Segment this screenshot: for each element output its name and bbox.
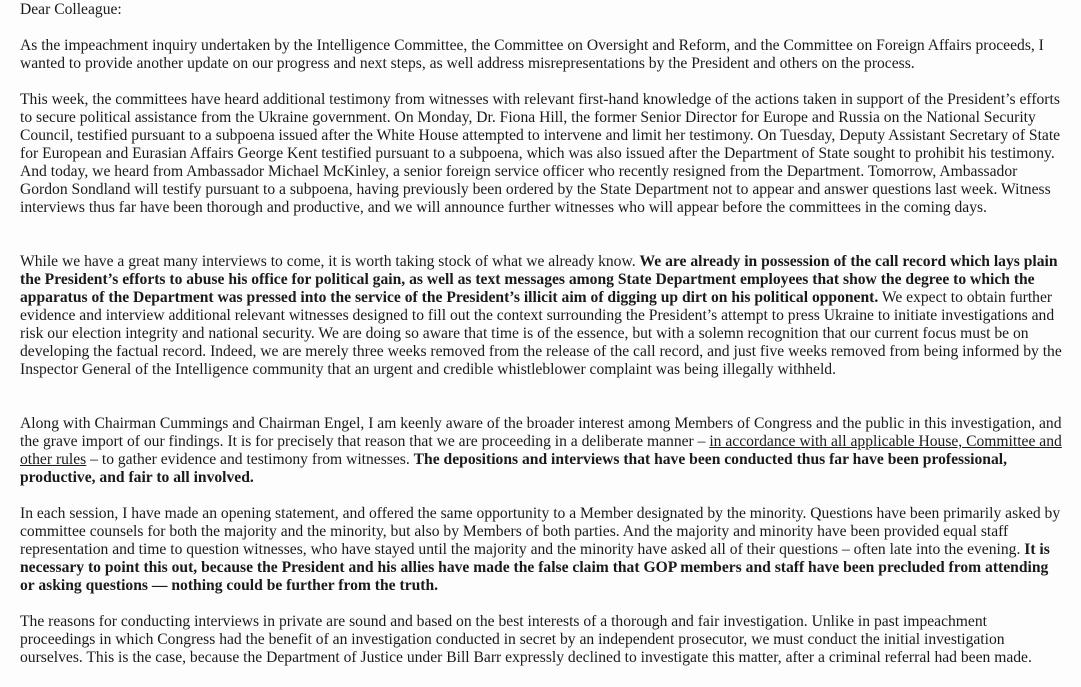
paragraph-1: As the impeachment inquiry undertaken by the Intelligence Committee, the Committee on Oversight and Reform, and the Committee on Foreign Affairs proceeds, I wanted to provide another update on our progress and next steps, as well address misrepresentations by the President and others on the process. [20,37,1044,72]
paragraph-3-text-start: While we have a great many interviews to come, it is worth taking stock of what we already know. [20,253,640,270]
paragraph-4-bold-text: The depositions and interviews that have been conducted thus far have been professional, productive, and fair to all involved. [20,451,1007,486]
paragraph-4-text-mid: – to gather evidence and testimony from witnesses. [86,451,414,468]
paragraph-3-text-end: We expect to obtain further evidence and interview additional relevant witnesses designed to fill out the context surrounding the President’s attempt to press Ukraine to initiate investigations and risk our election integrity and national security. We are doing so aware that time is of the essence, but with a solemn recognition that our current focus must be on developing the factual record. Indeed, we are merely three weeks removed from the release of the call record, and just five weeks removed from being informed by the Inspector General of the Intelligence community that an urgent and credible whistleblower complaint was being illegally withheld. [20,289,1062,378]
paragraph-3-bold-text: We are already in possession of the call record which lays plain the President’s efforts to abuse his office for political gain, as well as text messages among State Department employees that show the degree to which the apparatus of the Department was pressed into the service of the President’s illicit aim of digging up dirt on his political opponent. [20,253,1058,306]
paragraph-3 [20,253,1062,379]
paragraph-6: The reasons for conducting interviews in private are sound and based on the best interests of a thorough and fair investigation. Unlike in past impeachment proceedings in which Congress had the benefit of an investigation conducted in secret by an independent prosecutor, we must conduct the initial investigation ourselves. This is the case, because the Department of Justice under Bill Barr expressly declined to investigate this matter, after a criminal referral had been made. [20,613,1032,666]
paragraph-4-text-start: Along with Chairman Cummings and Chairman Engel, I am keenly aware of the broader interest among Members of Congress and the public in this investigation, and the grave import of our findings. It is for precisely that reason that we are proceeding in a deliberate manner – [20,415,1062,450]
paragraph-2: This week, the committees have heard additional testimony from witnesses with relevant first-hand knowledge of the actions taken in support of the President’s efforts to secure political assistance from the Ukraine government. On Monday, Dr. Fiona Hill, the former Senior Director for Europe and Russia on the National Security Council, testified pursuant to a subpoena issued after the White House attempted to intervene and limit her testimony. On Tuesday, Deputy Assistant Secretary of State for European and Eurasian Affairs George Kent testified pursuant to a subpoena, which was also issued after the Department of State sought to prohibit his testimony. And today, we heard from Ambassador Michael McKinley, a senior foreign service officer who recently resigned from the Department. Tomorrow, Ambassador Gordon Sondland will testify pursuant to a subpoena, having previously been ordered by the State Department not to appear and answer questions last week. Witness interviews thus far have been thorough and productive, and we will announce further witnesses who will appear before the committees in the coming days. [20,91,1061,216]
salutation: Dear Colleague: [20,1,122,18]
rules-link[interactable]: in accordance with all applicable House, Committee and other rules [20,433,1062,468]
paragraph-5-text-start: In each session, I have made an opening statement, and offered the same opportunity to a Member designated by the minority. Questions have been primarily asked by committee counsels for both the majority and the minority, but also by Members of both parties. And the majority and minority have been provided equal staff representation and time to question witnesses, who have stayed until the majority and the minority have asked all of their questions – often late into the evening. [20,505,1061,558]
paragraph-4 [20,415,1062,487]
paragraph-5-bold-text: It is necessary to point this out, because the President and his allies have made the false claim that GOP members and staff have been precluded from attending or asking questions — nothing could be further from the truth. [20,541,1050,594]
paragraph-5 [20,505,1062,595]
